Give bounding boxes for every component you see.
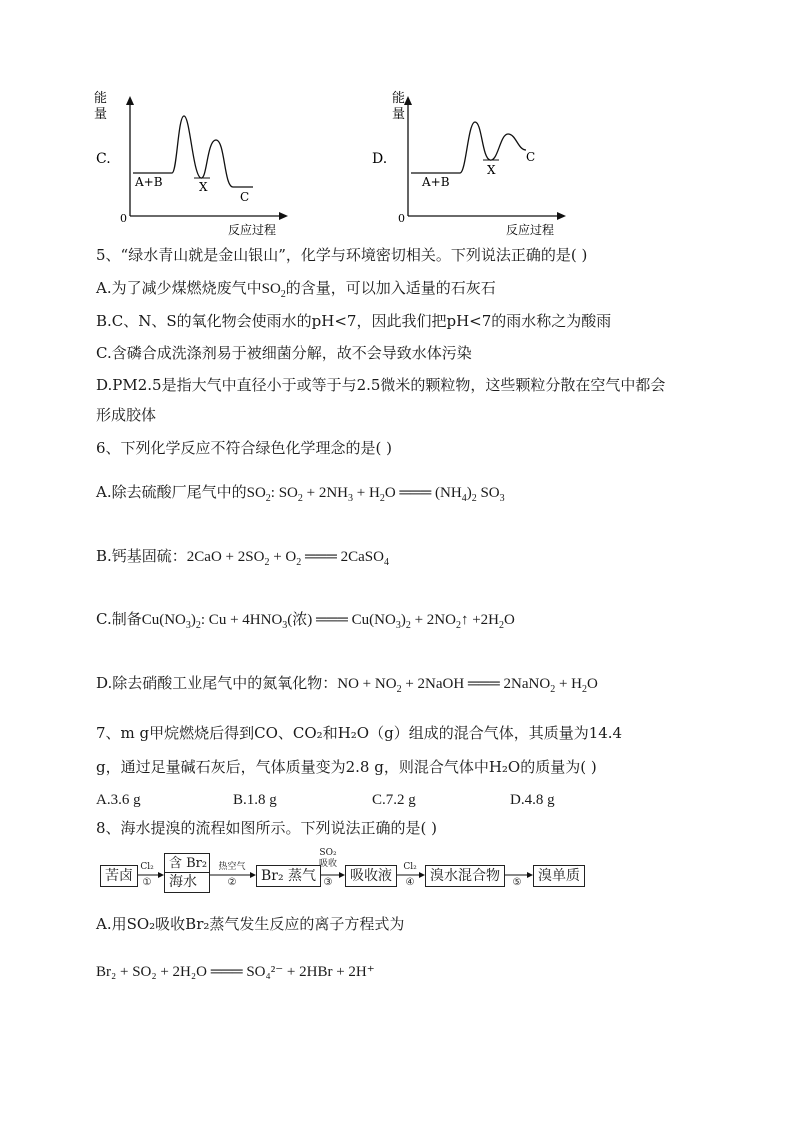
diagram-d-reactant: A+B [422,175,450,189]
diagram-d-option: D. [372,151,388,167]
q7-line1: 7、m g甲烷燃烧后得到CO、CO₂和H₂O（g）组成的混合气体，其质量为14.4 [96,724,623,742]
flow-step-1: ① [142,877,152,888]
flow-box-bittern: 苦卤 [100,865,138,887]
diagram-c-intermediate: X [199,180,208,194]
energy-diagram-c [80,88,320,238]
q6-option-d-text: D.除去硝酸工业尾气中的氮氧化物： [96,674,338,692]
diagram-d-xlabel: 反应过程 [506,223,555,237]
flow-label-3-bottom: 吸收 [318,859,337,869]
diagram-c-origin: 0 [120,212,127,225]
q7-option-a: A.3.6 g [96,792,141,808]
q5-option-a-subscript: 2 [280,289,286,300]
q6-option-c-equation: $Cu(NO_3)_2$: $Cu + 4HNO_3$(浓) ═══ $Cu(NO_3)_2$ + $2NO_2↑ +2H_2O$ [141,612,515,631]
q6-option-a-text: A.除去硫酸厂尾气中的 [96,483,247,501]
q6-option-c-text: C.制备 [96,610,142,628]
flow-box-bromine-mixture: 溴水混合物 [425,865,505,887]
diagram-c-y-arrow [126,96,134,105]
q6-stem: 6、下列化学反应不符合绿色化学理念的是( ) [96,439,393,457]
diagram-c-reactant: A+B [135,175,163,189]
q5-option-a-formula: SO [261,281,281,297]
flow-box-seawater [164,853,210,893]
q5-stem: 5、“绿水青山就是金山银山”，化学与环境密切相关。下列说法正确的是( ) [96,246,588,264]
q7-option-d: D.4.8 g [510,792,555,808]
flow-step-3: ③ [323,877,333,888]
q6-option-d [96,673,598,694]
q6-option-b-equation: $2CaO + 2SO_2 + O_2$ ═══ 2CaSO$_4$ [186,549,389,568]
diagram-c-product: C [240,190,250,204]
flow-step-2: ② [227,877,237,888]
diagram-c-x-arrow [279,212,288,220]
diagram-d-ylabel-1: 能 [392,91,406,106]
flow-label-4: Cl₂ [403,862,417,872]
q7-option-c: C.7.2 g [372,792,416,808]
q6-option-b-text: B.钙基固硫： [96,547,187,565]
q6-option-d-equation: NO + $NO_2$ + 2NaOH ═══ 2NaNO$_2$ + $H_2O$ [337,676,598,695]
q6-option-a-equation: $SO_2$: $SO_2 + 2NH_3 + H_2O$ ═══ $(NH_4)_2$ $SO_3$ [246,485,505,504]
q5-option-b: B.C、N、S的氧化物会使雨水的pH<7，因此我们把pH<7的雨水称之为酸雨 [96,312,612,330]
bromine-flow-diagram [96,848,596,900]
diagram-c-ylabel-1: 能 [94,91,108,106]
diagram-d-origin: 0 [398,212,405,225]
diagram-c-ylabel-2: 量 [94,107,108,122]
flow-step-5: ⑤ [512,877,522,888]
flow-step-4: ④ [405,877,415,888]
q5-option-d-line1: D.PM2.5是指大气中直径小于或等于与2.5微米的颗粒物，这些颗粒分散在空气中都会 [96,376,666,394]
flow-label-3-top: SO₂ [319,848,337,858]
diagram-d-x-arrow [557,212,566,220]
q6-option-b [96,546,389,567]
flow-label-2: 热空气 [218,862,246,872]
diagram-d-intermediate: X [487,163,496,177]
q5-option-a [96,278,496,299]
flow-box-absorbent: 吸收液 [345,865,397,887]
energy-diagram-d [368,88,608,238]
q8-option-a: A.用SO₂吸收Br₂蒸气发生反应的离子方程式为 [96,915,405,933]
flow-box-seawater-bottom: 海水 [165,872,209,891]
diagram-c-option: C. [96,151,111,167]
flow-box-seawater-top: 含 Br₂ [169,856,208,871]
q8-stem: 8、海水提溴的流程如图所示。下列说法正确的是( ) [96,819,438,837]
diagram-c-xlabel: 反应过程 [228,223,277,237]
flow-label-1: Cl₂ [140,862,154,872]
flow-box-br2-vapor: Br₂ 蒸气 [256,865,321,887]
q5-option-a-rest: 的含量，可以加入适量的石灰石 [285,279,496,297]
q5-option-d-line2: 形成胶体 [96,406,157,424]
flow-box-bromine: 溴单质 [533,865,585,887]
q7-option-b: B.1.8 g [233,792,277,808]
q5-option-a-text: A.为了减少煤燃烧废气中 [96,279,262,297]
q7-line2: g，通过足量碱石灰后，气体质量变为2.8 g，则混合气体中H₂O的质量为( ) [96,758,597,776]
diagram-d-energy-curve [411,122,526,173]
diagram-d-y-arrow [404,96,412,105]
q8-option-a-equation: Br₂ + SO₂ + 2H₂O ═══ SO₄²⁻ + 2HBr + 2H⁺ [96,964,375,980]
q6-option-c [96,609,515,630]
q5-option-c: C.含磷合成洗涤剂易于被细菌分解，故不会导致水体污染 [96,344,472,362]
q6-option-a [96,482,505,503]
diagram-d-product: C [526,150,536,164]
diagram-d-ylabel-2: 量 [392,107,406,122]
